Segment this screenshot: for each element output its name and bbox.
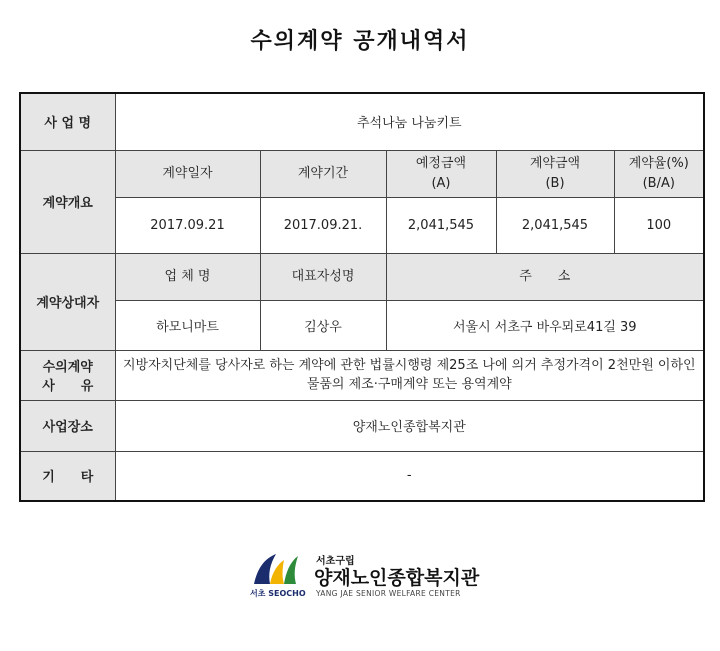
value-period: 2017.09.21.	[260, 197, 386, 253]
row-counterparty-headers	[20, 253, 704, 300]
location-value: 양재노인종합복지관	[115, 400, 704, 451]
row-overview-headers	[20, 150, 704, 197]
reason-value: 지방자치단체를 당사자로 하는 계약에 관한 법률시행령 제25조 나에 의거 추정가격이 2천만원 이하인 물품의 제조·구매계약 또는 용역계약	[115, 350, 704, 400]
header-representative: 대표자성명	[260, 253, 386, 300]
logo-main-text: 양재노인종합복지관	[314, 567, 480, 589]
header-rate	[614, 150, 704, 197]
overview-label: 계약개요	[20, 150, 115, 253]
reason-label-line2: 사 유	[42, 379, 94, 394]
header-contract-amount-line1: 계약금액	[529, 155, 581, 171]
organization-logo	[250, 550, 490, 600]
logo-emblem-green-shape	[284, 556, 298, 584]
project-name-value: 추석나눔 나눔키트	[115, 93, 704, 150]
etc-label: 기 타	[20, 451, 115, 501]
header-date: 계약일자	[115, 150, 260, 197]
value-contract-amount: 2,041,545	[496, 197, 614, 253]
logo-small-text: 서초구립	[316, 556, 355, 567]
value-address: 서울시 서초구 바우뫼로41길 39	[386, 300, 704, 350]
logo-emblem-yellow-shape	[270, 560, 284, 584]
header-period: 계약기간	[260, 150, 386, 197]
etc-value: -	[115, 451, 704, 501]
header-rate-line1: 계약율(%)	[628, 155, 689, 171]
header-estimated-amount-line2: (A)	[431, 175, 451, 191]
value-representative: 김상우	[260, 300, 386, 350]
row-counterparty-values	[20, 300, 704, 350]
logo-emblem-icon	[250, 550, 302, 586]
row-overview-values	[20, 197, 704, 253]
document-title: 수의계약 공개내역서	[250, 28, 470, 54]
value-date: 2017.09.21	[115, 197, 260, 253]
contract-table	[19, 92, 705, 502]
location-label: 사업장소	[20, 400, 115, 451]
header-address: 주 소	[386, 253, 704, 300]
header-contract-amount	[496, 150, 614, 197]
header-estimated-amount	[386, 150, 496, 197]
counterparty-label: 계약상대자	[20, 253, 115, 350]
row-location	[20, 400, 704, 451]
row-etc	[20, 451, 704, 501]
header-estimated-amount-line1: 예정금액	[415, 155, 467, 171]
row-reason	[20, 350, 704, 400]
row-project-name	[20, 93, 704, 150]
value-rate: 100	[614, 197, 704, 253]
header-rate-line2: (B/A)	[642, 175, 675, 191]
header-company: 업 체 명	[115, 253, 260, 300]
logo-district-text: 서초 SEOCHO	[250, 589, 306, 598]
project-name-label: 사 업 명	[20, 93, 115, 150]
header-contract-amount-line2: (B)	[545, 175, 565, 191]
value-company: 하모니마트	[115, 300, 260, 350]
reason-label	[20, 350, 115, 400]
reason-label-line1: 수의계약	[42, 360, 93, 375]
logo-english-text: YANG JAE SENIOR WELFARE CENTER	[316, 589, 461, 598]
value-estimated-amount: 2,041,545	[386, 197, 496, 253]
